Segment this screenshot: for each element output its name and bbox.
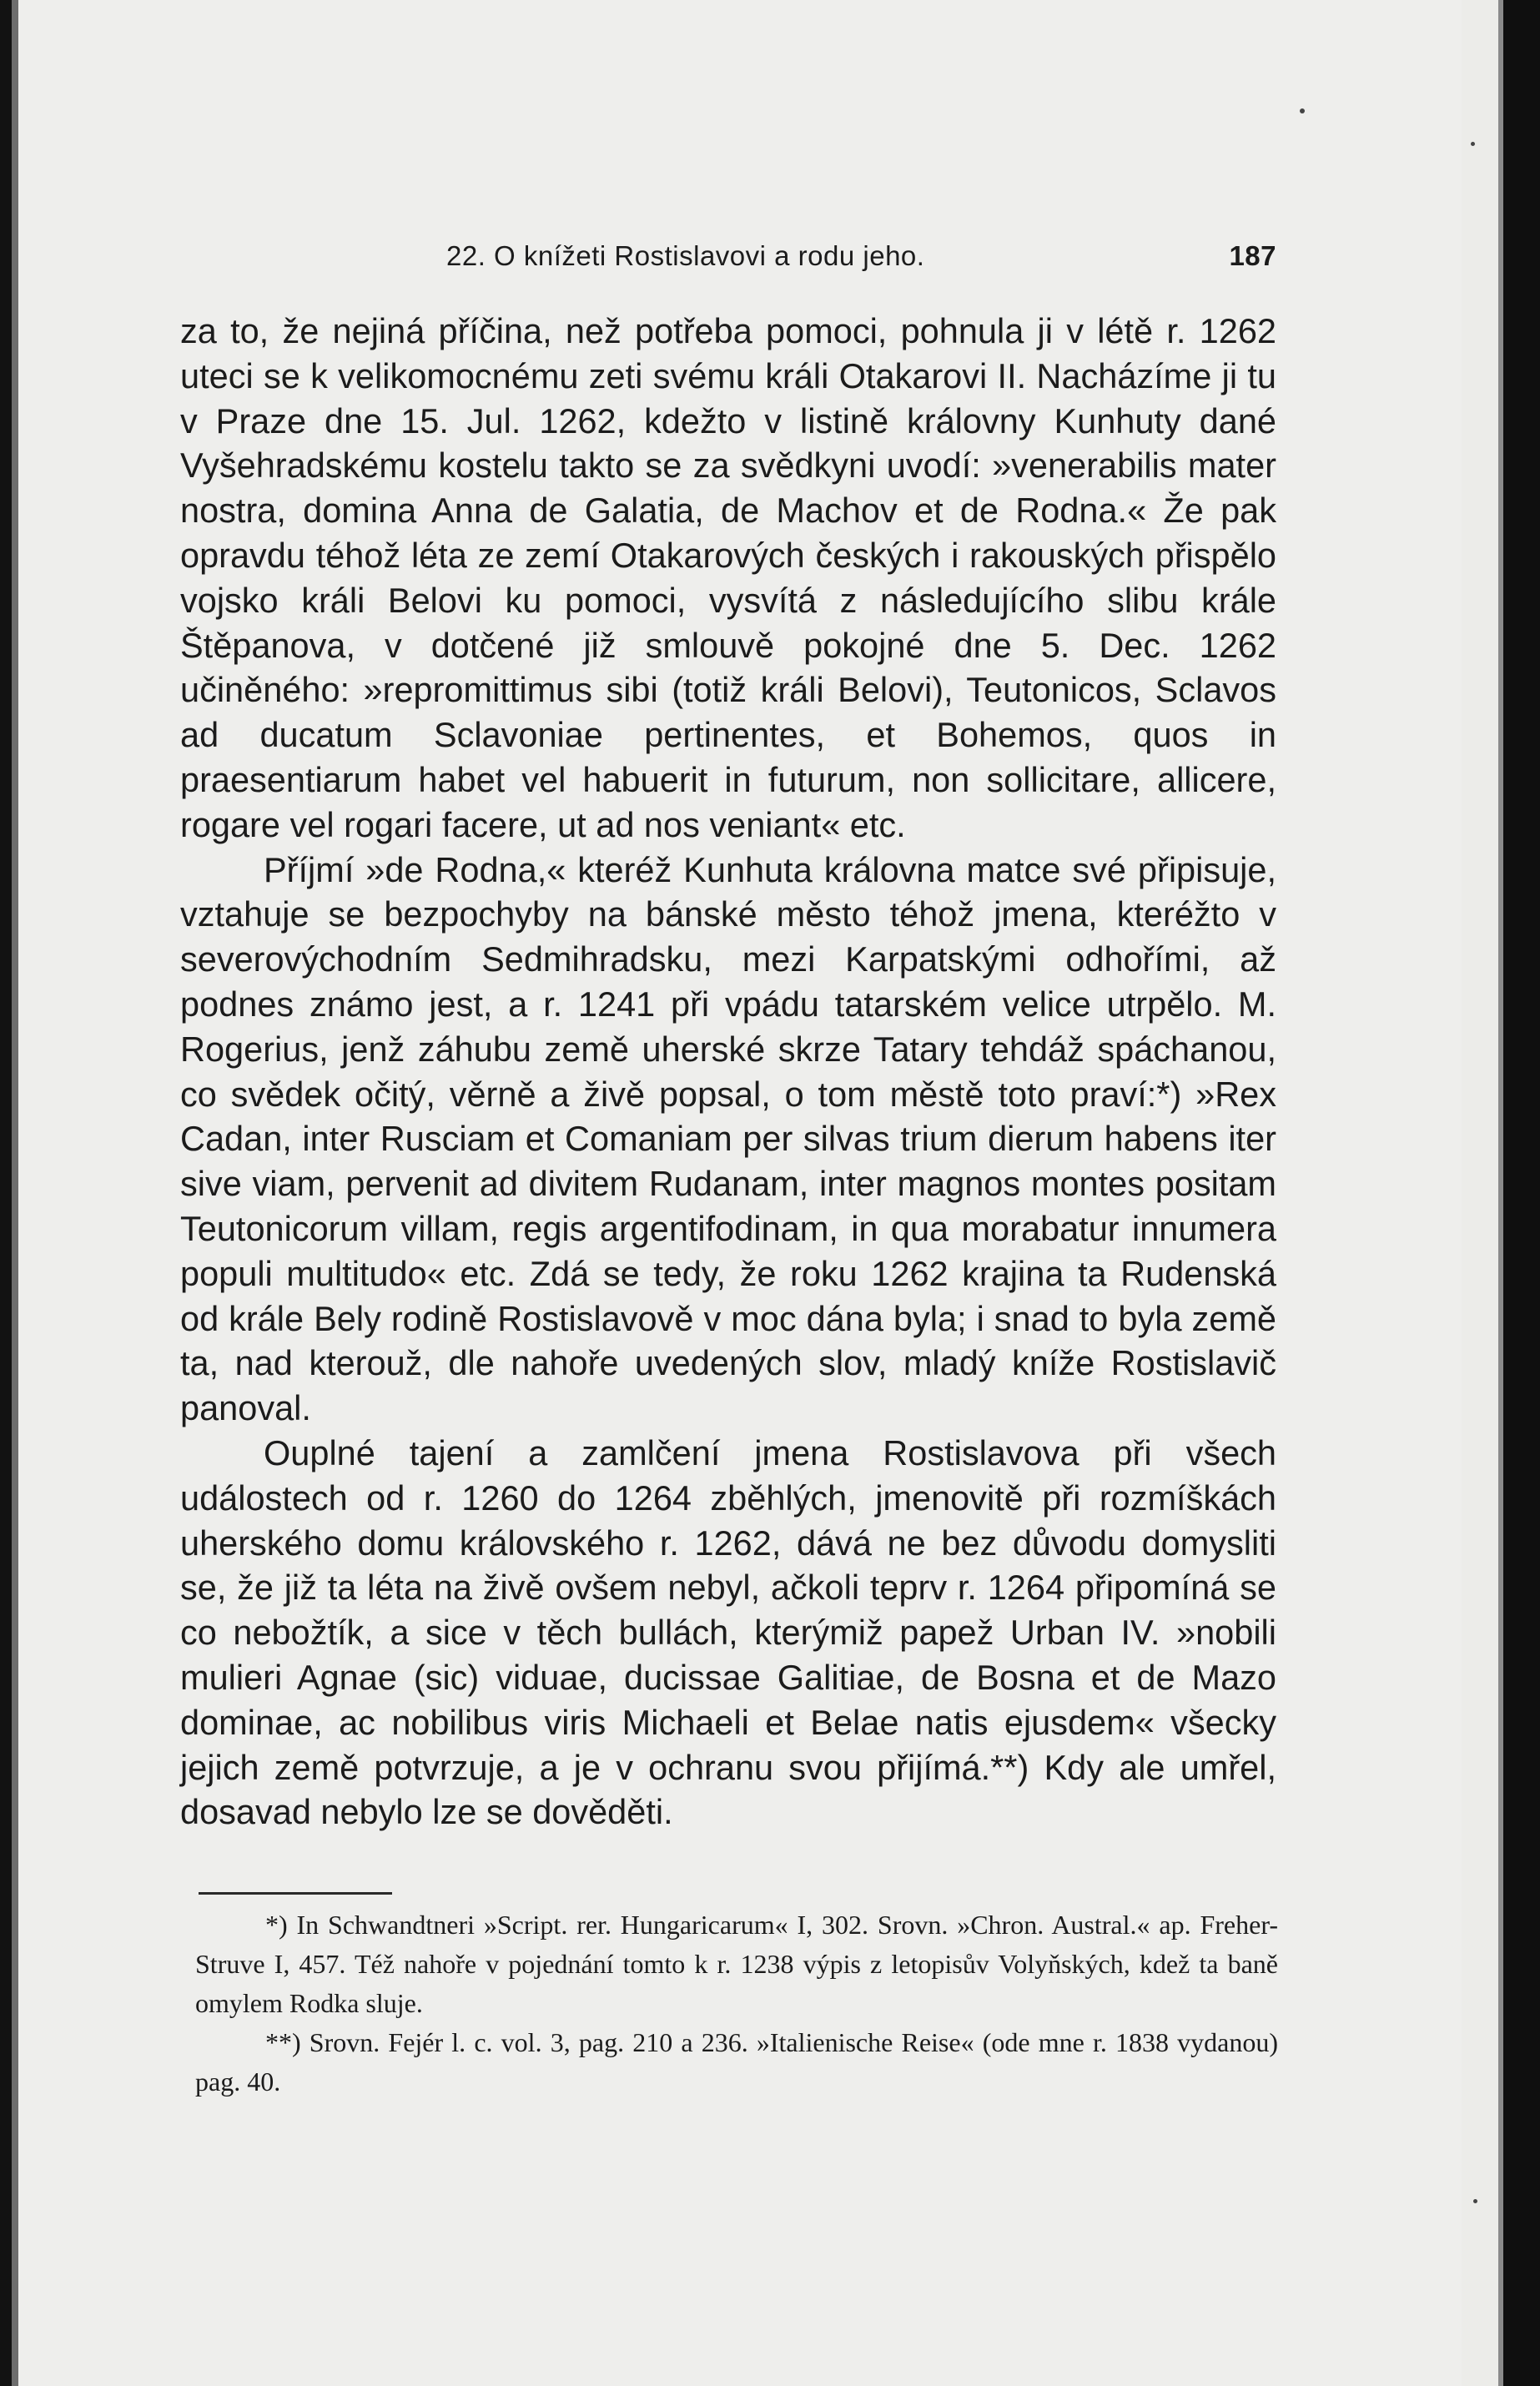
paragraph: Příjmí »de Rodna,« kteréž Kunhuta královna matce své připisuje, vztahuje se bezpochyby na bánské město téhož jmena, kteréžto v severovýchodním Sedmihradsku, mezi Karpatskými odhořími, až podnes známo jest, a r. 1241 při vpádu tatarském velice utrpělo. M. Rogerius, jenž záhubu země uherské skrze Tatary tehdáž spáchanou, co svědek očitý, věrně a živě popsal, o tom městě toto praví:*) »Rex Cadan, inter Rusciam et Comaniam per silvas trium dierum habens iter sive viam, pervenit ad divitem Rudanam, inter magnos montes positam Teutonicorum villam, regis argentifodinam, in qua morabatur innumera populi multitudo« etc. Zdá se tedy, že roku 1262 krajina ta Rudenská od krále Bely rodině Rostislavově v moc dána byla; i snad to byla země ta, nad kterouž, dle nahoře uvedených slov, mladý kníže Rostislavič panoval. (180, 849, 1276, 1428)
paper-speck (1471, 142, 1475, 146)
footnote: **) Srovn. Fejér l. c. vol. 3, pag. 210 a 236. »Italienische Reise« (ode mne r. 1838 vydanou) pag. 40. (195, 2027, 1278, 2097)
paper-speck (1473, 2199, 1477, 2203)
paragraph: za to, že nejiná příčina, než potřeba pomoci, pohnula ji v létě r. 1262 uteci se k velikomocnému zeti svému králi Otakarovi II. Nacházíme ji tu v Praze dne 15. Jul. 1262, kdežto v listině královny Kunhuty dané Vyšehradskému kostelu takto se za svědkyni uvodí: »venerabilis mater nostra, domina Anna de Galatia, de Machov et de Rodna.« Že pak opravdu téhož léta ze zemí Otakarových českých i rakouských přispělo vojsko králi Belovi ku pomoci, vysvítá z následujícího slibu krále Štěpanova, v dotčené již smlouvě pokojné dne 5. Dec. 1262 učiněného: »repromittimus sibi (totiž králi Belovi), Teutonicos, Sclavos ad ducatum Sclavoniae pertinentes, et Bohemos, quos in praesentiarum habet vel habuerit in futurum, non sollicitare, allicere, rogare vel rogari facere, ut ad nos veniant« etc. (180, 311, 1276, 844)
running-title: 22. O knížeti Rostislavovi a rodu jeho. (446, 240, 925, 271)
footnote-divider (199, 1892, 392, 1895)
footnotes (195, 1905, 1278, 2102)
scan-border-left-shadow (12, 0, 18, 2386)
scan-border-left (0, 0, 12, 2386)
footnote: *) In Schwandtneri »Script. rer. Hungaricarum« I, 302. Srovn. »Chron. Austral.« ap. Freher-Struve I, 457. Též nahoře v pojednání tomto k r. 1238 výpis z letopisův Volyňských, kdež ta baně omylem Rodka sluje. (195, 1910, 1278, 2018)
page-number: 187 (1229, 240, 1276, 271)
body-text (180, 309, 1276, 1835)
scan-border-right (1503, 0, 1540, 2386)
paragraph: Ouplné tajení a zamlčení jmena Rostislavova při všech událostech od r. 1260 do 1264 zběhlých, jmenovitě při rozmíškách uherského domu královského r. 1262, dává ne bez důvodu domysliti se, že již ta léta na živě ovšem nebyl, ačkoli teprv r. 1264 připomíná se co nebožtík, a sice v těch bullách, kterýmiž papež Urban IV. »nobili mulieri Agnae (sic) viduae, ducissae Galitiae, de Bosna et de Mazo dominae, ac nobilibus viris Michaeli et Belae natis ejusdem« všecky jejich země potvrzuje, a je v ochranu svou přijímá.**) Kdy ale umřel, dosavad nebylo lze se dověděti. (180, 1432, 1276, 1832)
paper-speck (1300, 108, 1305, 113)
